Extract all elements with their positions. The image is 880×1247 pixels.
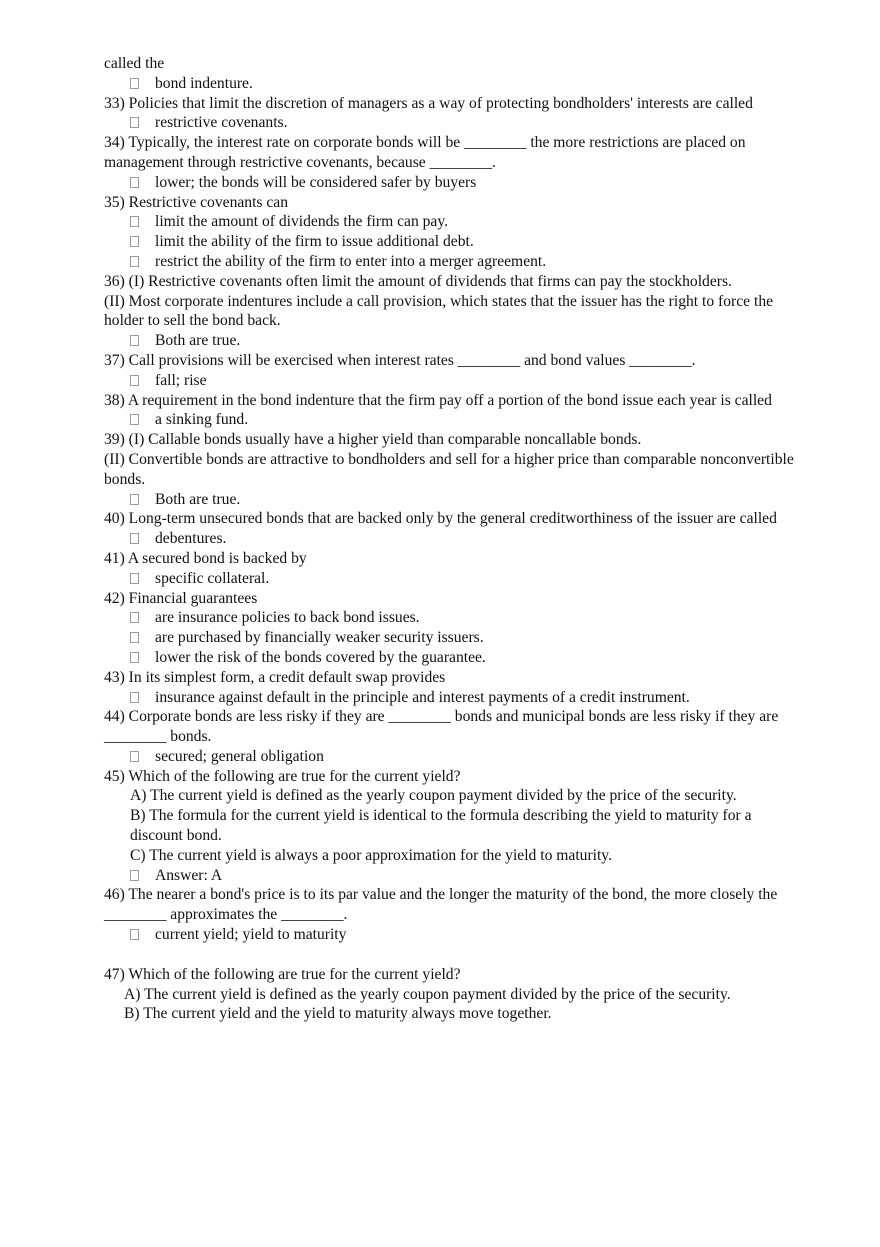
option-b: B) The formula for the current yield is identical to the formula describing the yield to maturity for a discount bond. bbox=[130, 807, 752, 845]
question-stem: 36) (I) Restrictive covenants often limit the amount of dividends that firms can pay the stockholders. bbox=[104, 272, 732, 290]
question-fragment-stem: called the bbox=[104, 55, 165, 72]
checkbox-icon bbox=[130, 335, 139, 346]
checkbox-icon bbox=[130, 117, 139, 128]
answer-item: specific collateral. bbox=[104, 569, 804, 589]
answer-item: lower the risk of the bonds covered by the guarantee. bbox=[104, 648, 804, 668]
option-b: B) The current yield and the yield to maturity always move together. bbox=[124, 1005, 552, 1023]
option-a: A) The current yield is defined as the yearly coupon payment divided by the price of the security. bbox=[130, 787, 737, 805]
checkbox-icon bbox=[130, 414, 139, 425]
answer-item: Answer: A bbox=[104, 866, 804, 886]
checkbox-icon bbox=[130, 236, 139, 247]
checkbox-icon bbox=[130, 216, 139, 227]
question-stem: 42) Financial guarantees bbox=[104, 589, 258, 607]
checkbox-icon bbox=[130, 929, 139, 940]
answer-item: restrict the ability of the firm to enter into a merger agreement. bbox=[104, 252, 804, 272]
question-stem-part-2: (II) Convertible bonds are attractive to bondholders and sell for a higher price than comparable nonconvertible bonds. bbox=[104, 450, 794, 488]
question-stem: 35) Restrictive covenants can bbox=[104, 193, 289, 211]
question-stem: 41) A secured bond is backed by bbox=[104, 549, 307, 567]
checkbox-icon bbox=[130, 375, 139, 386]
question-stem: 40) Long-term unsecured bonds that are backed only by the general creditworthiness of the issuer are called bbox=[104, 510, 777, 528]
question-stem: 37) Call provisions will be exercised when interest rates ________ and bond values ________. bbox=[104, 351, 696, 369]
checkbox-icon bbox=[130, 256, 139, 267]
option-a: A) The current yield is defined as the yearly coupon payment divided by the price of the security. bbox=[124, 985, 731, 1003]
question-stem-part-2: (II) Most corporate indentures include a call provision, which states that the issuer has the right to force the holder to sell the bond back. bbox=[104, 292, 774, 330]
answer-item: Both are true. bbox=[104, 331, 804, 351]
answer-item: are insurance policies to back bond issues. bbox=[104, 608, 804, 628]
checkbox-icon bbox=[130, 78, 139, 89]
checkbox-icon bbox=[130, 751, 139, 762]
question-stem: 38) A requirement in the bond indenture that the firm pay off a portion of the bond issue each year is called bbox=[104, 391, 772, 409]
question-stem: 45) Which of the following are true for the current yield? bbox=[104, 767, 461, 785]
question-stem: 43) In its simplest form, a credit default swap provides bbox=[104, 668, 446, 686]
question-stem: 46) The nearer a bond's price is to its par value and the longer the maturity of the bond, the more closely the ________ approximates the ________. bbox=[104, 886, 778, 924]
answer-item: lower; the bonds will be considered safer by buyers bbox=[104, 173, 804, 193]
question-stem: 44) Corporate bonds are less risky if they are ________ bonds and municipal bonds are less risky if they are ________ bonds. bbox=[104, 708, 779, 746]
answer-item: limit the ability of the firm to issue additional debt. bbox=[104, 232, 804, 252]
answer-item: secured; general obligation bbox=[104, 747, 804, 767]
checkbox-icon bbox=[130, 632, 139, 643]
answer-item: a sinking fund. bbox=[104, 410, 804, 430]
question-list bbox=[104, 54, 804, 1024]
answer-item: current yield; yield to maturity bbox=[104, 925, 804, 945]
option-c: C) The current yield is always a poor approximation for the yield to maturity. bbox=[130, 846, 612, 864]
answer-item: limit the amount of dividends the firm can pay. bbox=[104, 212, 804, 232]
question-stem: 39) (I) Callable bonds usually have a higher yield than comparable noncallable bonds. bbox=[104, 431, 642, 449]
checkbox-icon bbox=[130, 494, 139, 505]
answer-item: are purchased by financially weaker security issuers. bbox=[104, 628, 804, 648]
checkbox-icon bbox=[130, 177, 139, 188]
checkbox-icon bbox=[130, 870, 139, 881]
checkbox-icon bbox=[130, 692, 139, 703]
answer-item: fall; rise bbox=[104, 371, 804, 391]
answer-item: restrictive covenants. bbox=[104, 113, 804, 133]
checkbox-icon bbox=[130, 612, 139, 623]
question-stem: 34) Typically, the interest rate on corporate bonds will be ________ the more restrictions are placed on management through restrictive covenants, because ________. bbox=[104, 134, 746, 171]
answer-item: debentures. bbox=[104, 529, 804, 549]
answer-item: bond indenture. bbox=[104, 74, 804, 94]
spacer bbox=[104, 945, 804, 965]
checkbox-icon bbox=[130, 652, 139, 663]
checkbox-icon bbox=[130, 573, 139, 584]
question-stem: 47) Which of the following are true for the current yield? bbox=[104, 965, 461, 983]
answer-item: Both are true. bbox=[104, 490, 804, 510]
answer-item: insurance against default in the principle and interest payments of a credit instrument. bbox=[104, 688, 804, 708]
question-stem: 33) Policies that limit the discretion of managers as a way of protecting bondholders' interests are called bbox=[104, 94, 753, 112]
checkbox-icon bbox=[130, 533, 139, 544]
